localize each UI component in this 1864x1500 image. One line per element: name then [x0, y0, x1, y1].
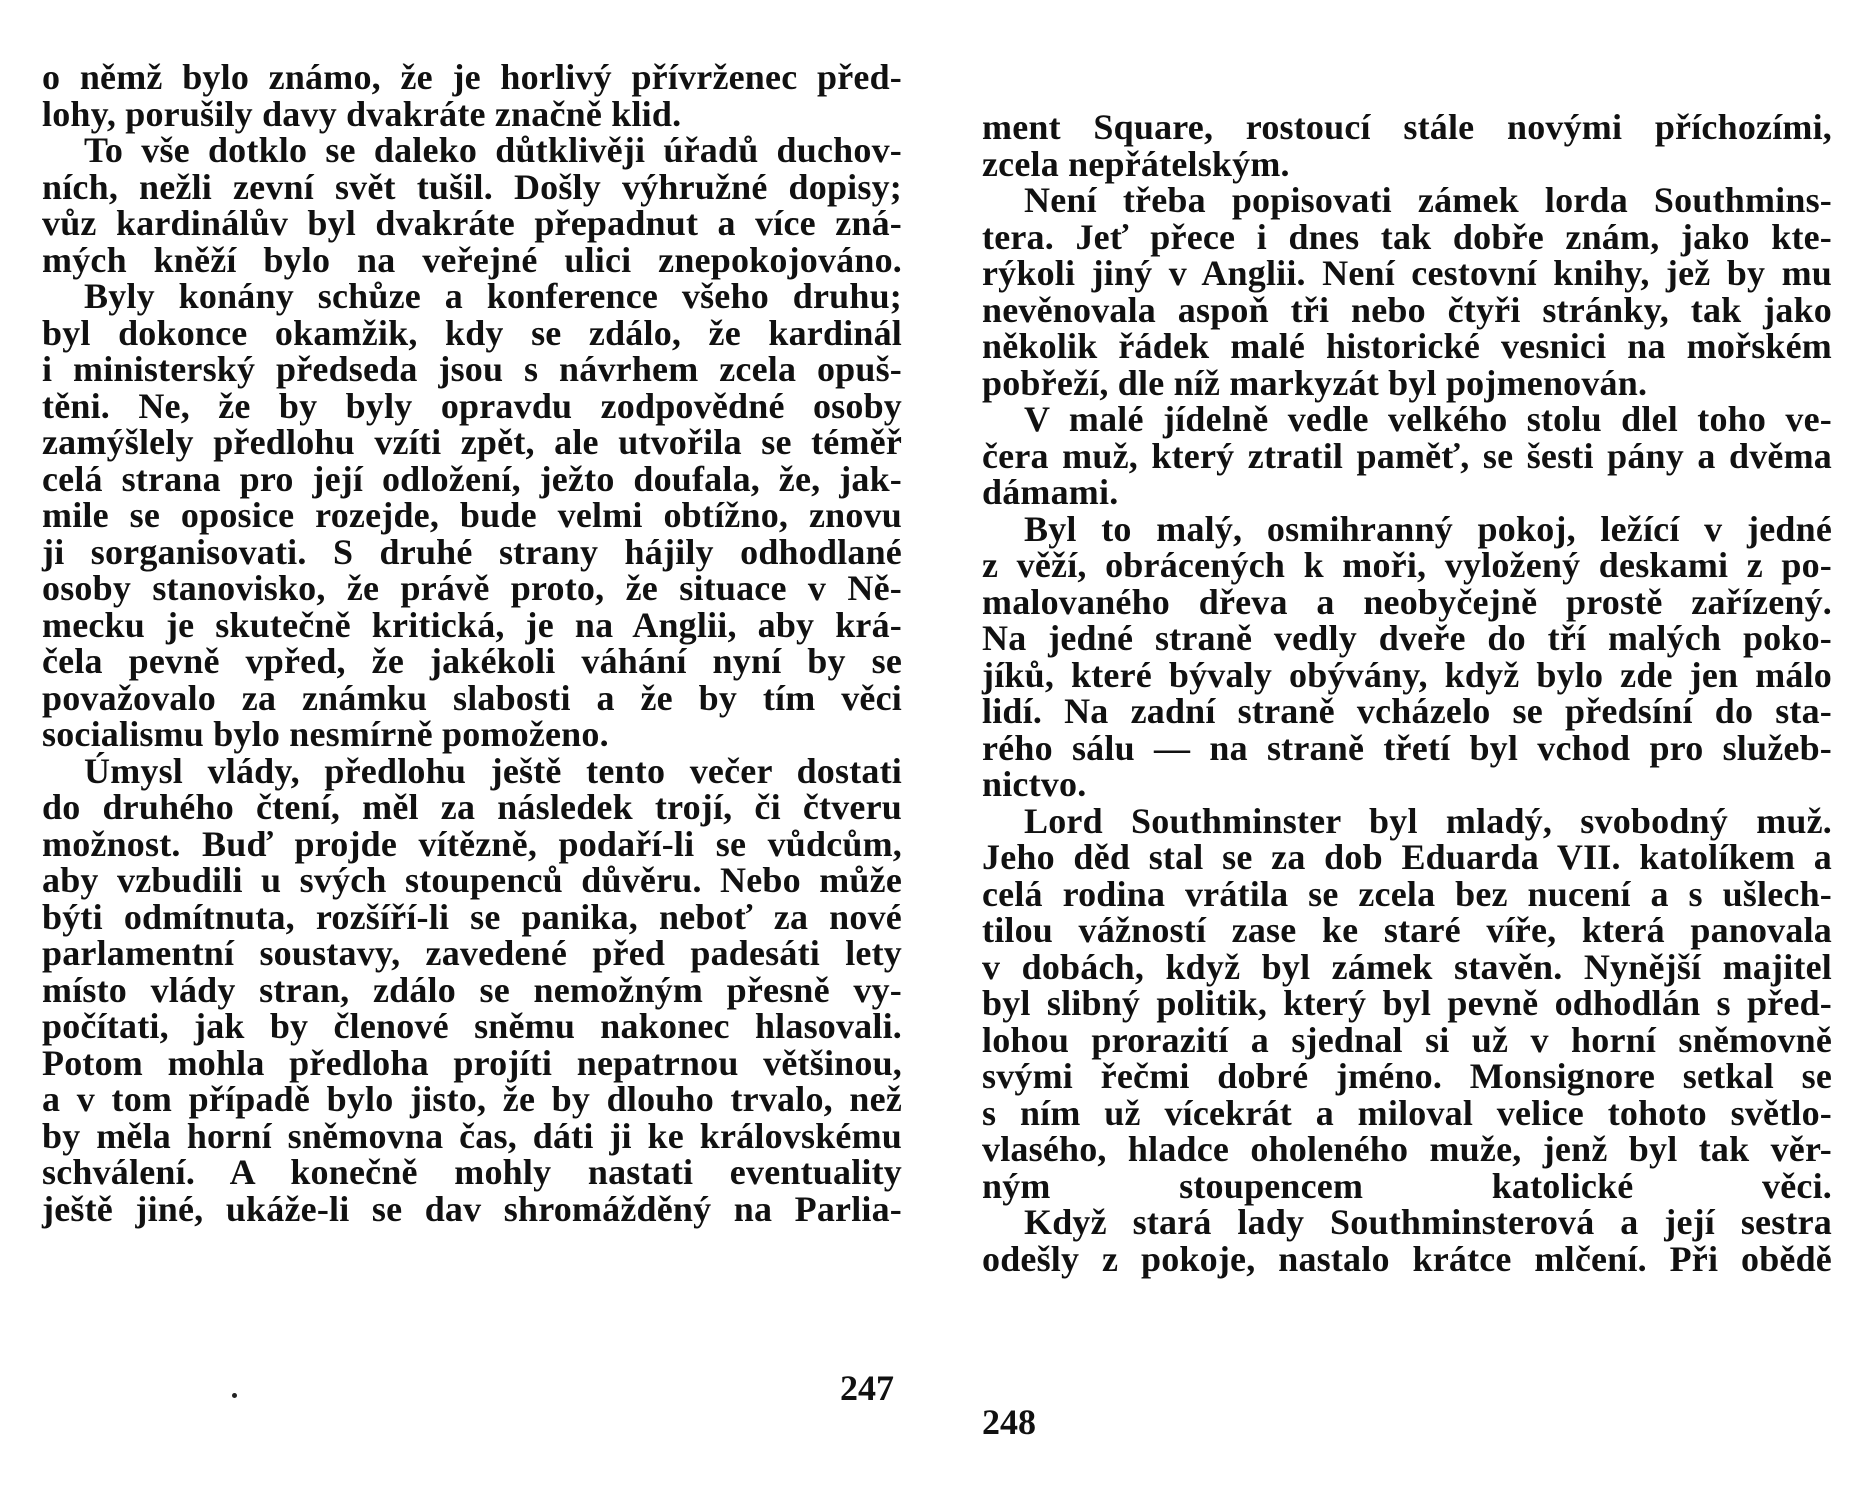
text-line: mecku je skutečně kritická, je na Anglii, aby krá- — [42, 604, 902, 645]
text-line: zamýšlely předlohu vzíti zpět, ale utvořila se téměř — [42, 422, 902, 462]
text-line: svými řečmi dobré jméno. Monsignore setkal se — [982, 1056, 1832, 1096]
text-line: lohou prorazití a sjednal si už v horní sněmovně — [982, 1019, 1832, 1060]
text-line: ještě jiné, ukáže-li se dav shromážděný na Parlia- — [42, 1188, 902, 1229]
text-line: do druhého čtení, měl za následek trojí, či čtveru — [42, 787, 902, 827]
page-number-left: 247 — [840, 1368, 894, 1408]
text-line: tera. Jeť přece i dnes tak dobře znám, jako kte- — [982, 216, 1832, 257]
text-line: čera muž, který ztratil paměť, se šesti pány a dvěma — [982, 435, 1832, 476]
text-line: socialismu bylo nesmírně pomoženo. — [42, 714, 609, 754]
text-line: čela pevně vpřed, že jakékoli váhání nyní by se — [42, 641, 902, 681]
text-line: nictvo. — [982, 764, 1087, 804]
text-line: vlasého, hladce oholeného muže, jenž byl tak věr- — [982, 1129, 1832, 1169]
text-line: v dobách, když byl zámek stavěn. Nynější majitel — [982, 946, 1832, 987]
text-line: Byl to malý, osmihranný pokoj, ležící v jedné — [1024, 508, 1832, 549]
text-line: pobřeží, dle níž markyzát byl pojmenován. — [982, 362, 1648, 403]
text-line: mile se oposice rozejde, bude velmi obtížno, znovu — [42, 495, 902, 535]
text-line: mých kněží bylo na veřejné ulici znepokojováno. — [42, 239, 902, 280]
text-line: rýkoli jiný v Anglii. Není cestovní knihy, jež by mu — [982, 253, 1832, 293]
text-line: o němž bylo známo, že je horlivý přívrženec před- — [42, 57, 902, 97]
text-line: Jeho děd stal se za dob Eduarda VII. katolíkem a — [982, 837, 1832, 877]
text-line: tilou vážností zase ke staré víře, která panovala — [982, 910, 1832, 950]
text-line: zcela nepřátelským. — [982, 143, 1290, 184]
text-line: těni. Ne, že by byly opravdu zodpovědné osoby — [42, 385, 902, 426]
text-line: počítati, jak by členové sněmu nakonec hlasovali. — [42, 1006, 902, 1046]
text-line: Lord Southminster byl mladý, svobodný muž. — [1024, 800, 1832, 841]
text-line: byl dokonce okamžik, kdy se zdálo, že kardinál — [42, 312, 902, 353]
text-line: možnost. Buď projde vítězně, podaří-li se vůdcům, — [42, 823, 902, 864]
text-line: Byly konány schůze a konference všeho druhu; — [84, 276, 902, 316]
text-line: býti odmítnuta, rozšíří-li se panika, neboť za nové — [42, 896, 902, 937]
page-number-right: 248 — [982, 1402, 1036, 1442]
text-line: Není třeba popisovati zámek lorda Southmins- — [1024, 180, 1832, 220]
text-line: rého sálu — na straně třetí byl vchod pro služeb- — [982, 727, 1832, 768]
text-line: dámami. — [982, 472, 1119, 512]
text-line: Potom mohla předloha projíti nepatrnou většinou, — [42, 1042, 902, 1083]
text-line: To vše dotklo se daleko důtklivěji úřadů duchov- — [84, 130, 902, 170]
text-line: jíků, které bývaly obývány, když bylo zde jen málo — [982, 654, 1832, 695]
text-line: schválení. A konečně mohly nastati eventuality — [42, 1152, 902, 1192]
text-line: lidí. Na zadní straně vcházelo se předsíní do sta- — [982, 691, 1832, 731]
text-line: s ním už vícekrát a miloval velice tohoto světlo- — [982, 1092, 1832, 1133]
text-line: celá rodina vrátila se zcela bez nucení a s ušlech- — [982, 873, 1832, 914]
text-line: parlamentní soustavy, zavedené před padesáti lety — [42, 933, 902, 973]
text-line: ment Square, rostoucí stále novými příchozími, — [982, 107, 1832, 147]
text-line: V malé jídelně vedle velkého stolu dlel toho ve- — [1024, 399, 1832, 439]
text-line: celá strana pro její odložení, ježto doufala, že, jak- — [42, 458, 902, 499]
text-line: aby vzbudili u svých stoupenců důvěru. Nebo může — [42, 860, 902, 900]
text-line: Úmysl vlády, předlohu ještě tento večer dostati — [84, 750, 902, 791]
text-line: Na jedné straně vedly dveře do tří malých poko- — [982, 618, 1832, 658]
text-line: a v tom případě bylo jisto, že by dlouho trvalo, než — [42, 1079, 902, 1119]
text-line: i ministerský předseda jsou s návrhem zcela opuš- — [42, 349, 902, 389]
text-line: z věží, obrácených k moři, vyložený deskami z po- — [982, 545, 1832, 585]
text-line: malovaného dřeva a neobyčejně prostě zařízený. — [982, 581, 1832, 622]
text-line: několik řádek malé historické vesnici na mořském — [982, 326, 1832, 366]
text-line: lohy, porušily davy dvakráte značně klid. — [42, 93, 682, 134]
text-line: místo vlády stran, zdálo se nemožným přesně vy- — [42, 969, 902, 1010]
text-line: osoby stanovisko, že právě proto, že situace v Ně- — [42, 568, 902, 608]
text-line: odešly z pokoje, nastalo krátce mlčení. Při obědě — [982, 1238, 1832, 1279]
text-line: by měla horní sněmovna čas, dáti ji ke královskému — [42, 1115, 902, 1156]
text-line: Když stará lady Southminsterová a její sestra — [1024, 1202, 1832, 1242]
text-line: ji sorganisovati. S druhé strany hájily odhodlané — [42, 531, 902, 572]
text-line: ních, nežli zevní svět tušil. Došly výhružné dopisy; — [42, 166, 902, 207]
text-line: považovalo za známku slabosti a že by tím věci — [42, 677, 902, 718]
text-line: ným stoupencem katolické věci. — [982, 1165, 1832, 1206]
text-line: nevěnovala aspoň tři nebo čtyři stránky, tak jako — [982, 289, 1832, 330]
text-line: byl slibný politik, který byl pevně odhodlán s před- — [982, 983, 1832, 1023]
ink-speck — [232, 1393, 237, 1398]
text-line: vůz kardinálův byl dvakráte přepadnut a více zná- — [42, 203, 902, 243]
